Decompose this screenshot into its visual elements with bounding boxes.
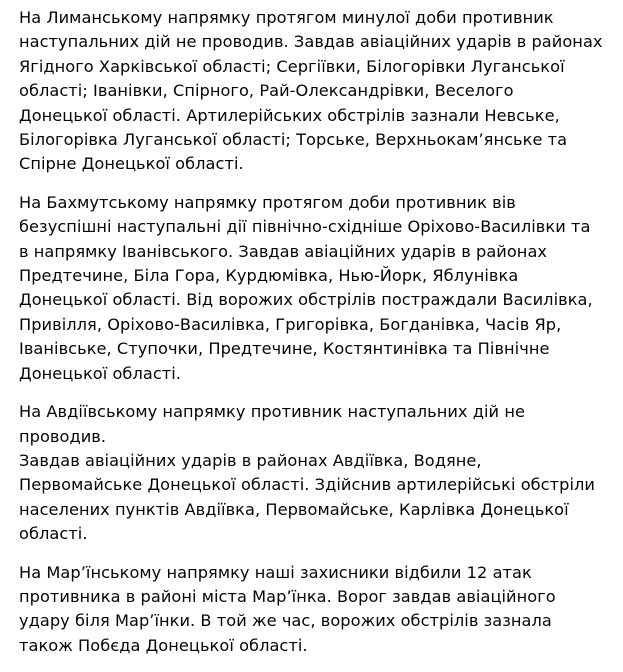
text-line: Спірне Донецької області. [19,154,244,174]
text-line: проводив. [19,426,107,446]
text-line: На Авдіївському напрямку противник наступальних дій не [19,402,525,422]
text-line: Донецької області. [19,363,182,383]
text-line: Ягідного Харківської області; Сергіївки, Білогорівки Луганської [19,56,565,76]
text-line: Донецької області. Артилерійських обстрілів зазнали Невське, [19,105,560,125]
text-line: населених пунктів Авдіївка, Первомайське, Карлівка Донецької [19,499,569,519]
text-line: також Побєда Донецької області. [19,635,308,655]
text-line: Білогорівка Луганської області; Торське, Верхньокам’янське та [19,130,568,150]
text-line: Іванівське, Ступочки, Предтечине, Костянтинівка та Північне [19,339,550,359]
text-line: Предтечине, Біла Гора, Курдюмівка, Нью-Йорк, Яблунівка [19,266,519,286]
paragraph-bakhmut [19,191,611,386]
text-line: противника в районі міста Мар’їнка. Ворог завдав авіаційного [19,586,556,606]
text-line: в напрямку Іванівського. Завдав авіаційних ударів в районах [19,241,548,261]
text-line: Привілля, Оріхово-Василівка, Григорівка, Богданівка, Часів Яр, [19,314,562,334]
text-line: Донецької області. Від ворожих обстрілів постраждали Василівка, [19,290,593,310]
text-line: Первомайське Донецької області. Здійснив артилерійські обстріли [19,475,595,495]
text-line: На Мар’їнському напрямку наші захисники відбили 12 атак [19,562,532,582]
paragraph-lyman [19,6,611,177]
text-line: На Бахмутському напрямку протягом доби противник вів [19,192,516,212]
text-line: На Лиманському напрямку протягом минулої доби противник [19,8,554,27]
text-line: області. [19,524,88,544]
paragraph-avdiivka [19,400,611,546]
text-line: безуспішні наступальні дії північно-східніше Оріхово-Василівки та [19,217,591,237]
text-line: удару біля Мар’їнки. В той же час, ворожих обстрілів зазнала [19,611,552,631]
paragraph-marinka [19,561,611,659]
text-line: Завдав авіаційних ударів в районах Авдіївка, Водяне, [19,450,482,470]
text-line: області; Іванівки, Спірного, Рай-Олександрівки, Веселого [19,81,514,101]
text-line: наступальних дій не проводив. Завдав авіаційних ударів в районах [19,32,603,52]
